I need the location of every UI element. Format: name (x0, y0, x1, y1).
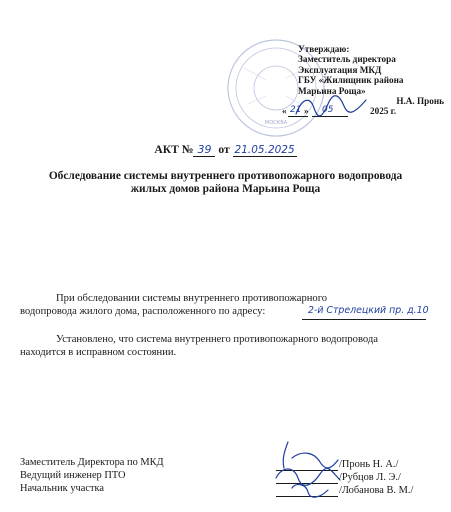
signature-positions (20, 456, 164, 495)
act-number: 39 (193, 144, 215, 157)
signer-name: /Рубцов Л. Э./ (339, 472, 401, 483)
signatures-handwritten (262, 438, 346, 504)
paragraph-line: При обследовании системы внутреннего противопожарного (56, 293, 328, 304)
paragraph-line: Установлено, что система внутреннего противопожарного водопровода (56, 334, 378, 345)
approval-signature (292, 92, 372, 122)
position-title: Ведущий инженер ПТО (20, 470, 126, 481)
approval-line: ГБУ «Жилищник района (298, 75, 404, 86)
stamp-text: МОСКВА (264, 120, 288, 126)
subject-line: Обследование системы внутреннего противопожарного водопровода (48, 170, 403, 182)
date-quote-open: « (282, 106, 287, 117)
date-quote-close: » (304, 106, 309, 117)
signer-names (339, 458, 413, 497)
approval-signer: Н.А. Пронь (396, 96, 444, 107)
subject-line: жилых домов района Марьина Роща (130, 183, 321, 196)
act-from: от (218, 143, 230, 156)
act-subject (0, 170, 451, 197)
date-day: 21 (290, 105, 302, 116)
signer-name: /Лобанова В. М./ (339, 485, 414, 496)
approval-heading: Утверждаю: (298, 44, 350, 54)
signer-name: /Пронь Н. А./ (339, 459, 399, 470)
position-title: Начальник участка (20, 483, 105, 494)
approval-line: Эксплуатация МКД (298, 64, 382, 75)
address-handwritten: 2-й Стрелецкий пр. д.10 (308, 305, 429, 316)
position-title: Заместитель Директора по МКД (20, 457, 164, 468)
date-year: 2025 г. (370, 106, 397, 117)
approval-line: Марьина Роща» (298, 85, 366, 96)
approval-line: Заместитель директора (298, 54, 396, 65)
date-month: 05 (322, 105, 334, 116)
act-prefix: АКТ № (154, 143, 194, 156)
paragraph-line: находится в исправном состоянии. (20, 347, 177, 358)
act-date: 21.05.2025 (234, 144, 295, 156)
paragraph-line: водопровода жилого дома, расположенного по адресу: (20, 306, 266, 317)
act-title (0, 143, 451, 157)
